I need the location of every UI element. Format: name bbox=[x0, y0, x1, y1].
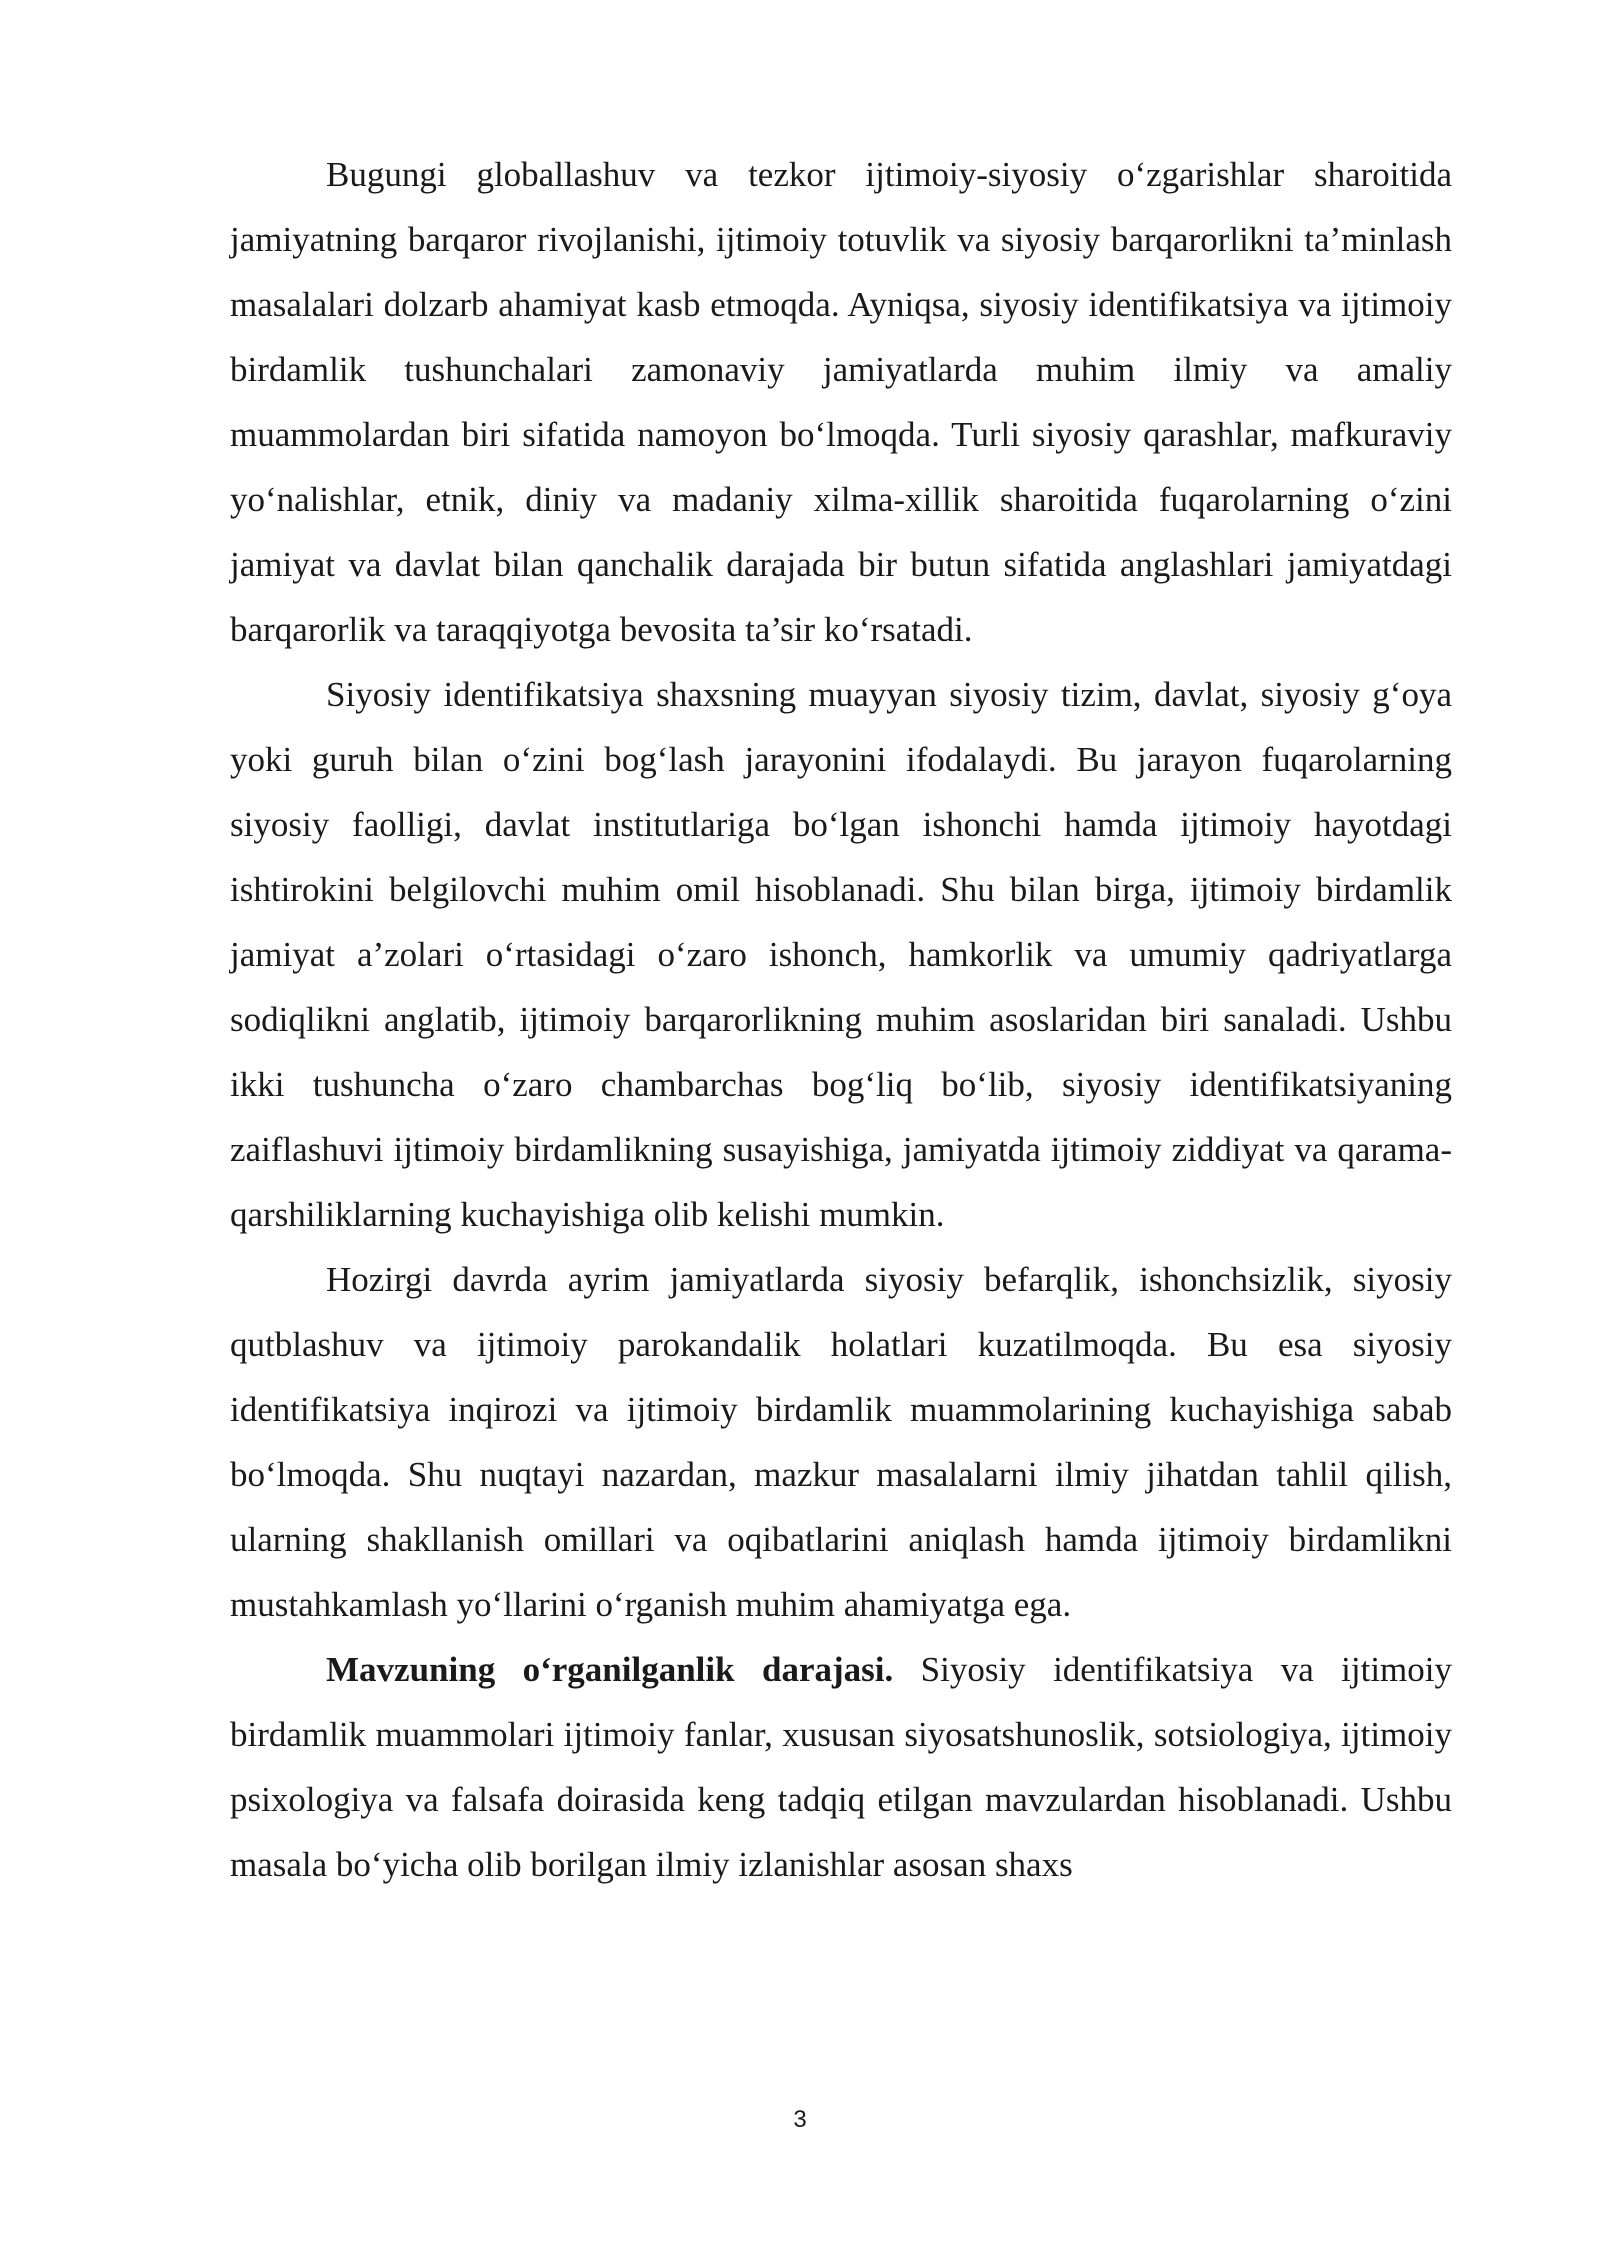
document-body bbox=[230, 142, 1452, 1897]
paragraph-current-problems: Hozirgi davrda ayrim jamiyatlarda siyosiy befarqlik, ishonchsizlik, siyosiy qutblashuv va ijtimoiy parokandalik holatlari kuzatilmoqda. Bu esa siyosiy identifikatsiya inqirozi va ijtimoiy birdamlik muammolarining kuchayishiga sabab bo‘lmoqda. Shu nuqtayi nazardan, mazkur masalalarni ilmiy jihatdan tahlil qilish, ularning shakllanish omillari va oqibatlarini aniqlash hamda ijtimoiy birdamlikni mustahkamlash yo‘llarini o‘rganish muhim ahamiyatga ega. bbox=[230, 1260, 1452, 1624]
section-text: Siyosiy identifikatsiya va ijtimoiy birdamlik muammolari ijtimoiy fanlar, xususan siyosatshunoslik, sotsiologiya, ijtimoiy psixologiya va falsafa doirasida keng tadqiq etilgan mavzulardan hisoblanadi. Ushbu masala bo‘yicha olib borilgan ilmiy izlanishlar asosan shaxs bbox=[230, 1650, 1452, 1884]
section-heading: Mavzuning o‘rganilganlik darajasi. bbox=[326, 1650, 894, 1689]
paragraph-study-degree bbox=[230, 1637, 1452, 1897]
page-number: 3 bbox=[793, 2106, 807, 2133]
paragraph-intro: Bugungi globallashuv va tezkor ijtimoiy-siyosiy o‘zgarishlar sharoitida jamiyatning barqaror rivojlanishi, ijtimoiy totuvlik va siyosiy barqarorlikni ta’minlash masalalari dolzarb ahamiyat kasb etmoqda. Ayniqsa, siyosiy identifikatsiya va ijtimoiy birdamlik tushunchalari zamonaviy jamiyatlarda muhim ilmiy va amaliy muammolardan biri sifatida namoyon bo‘lmoqda. Turli siyosiy qarashlar, mafkuraviy yo‘nalishlar, etnik, diniy va madaniy xilma-xillik sharoitida fuqarolarning o‘zini jamiyat va davlat bilan qanchalik darajada bir butun sifatida anglashlari jamiyatdagi barqarorlik va taraqqiyotga bevosita ta’sir ko‘rsatadi. bbox=[230, 155, 1452, 649]
paragraph-political-identification: Siyosiy identifikatsiya shaxsning muayyan siyosiy tizim, davlat, siyosiy g‘oya yoki guruh bilan o‘zini bog‘lash jarayonini ifodalaydi. Bu jarayon fuqarolarning siyosiy faolligi, davlat institutlariga bo‘lgan ishonchi hamda ijtimoiy hayotdagi ishtirokini belgilovchi muhim omil hisoblanadi. Shu bilan birga, ijtimoiy birdamlik jamiyat a’zolari o‘rtasidagi o‘zaro ishonch, hamkorlik va umumiy qadriyatlarga sodiqlikni anglatib, ijtimoiy barqarorlikning muhim asoslaridan biri sanaladi. Ushbu ikki tushuncha o‘zaro chambarchas bog‘liq bo‘lib, siyosiy identifikatsiyaning zaiflashuvi ijtimoiy birdamlikning susayishiga, jamiyatda ijtimoiy ziddiyat va qarama-qarshiliklarning kuchayishiga olib kelishi mumkin. bbox=[230, 675, 1452, 1234]
